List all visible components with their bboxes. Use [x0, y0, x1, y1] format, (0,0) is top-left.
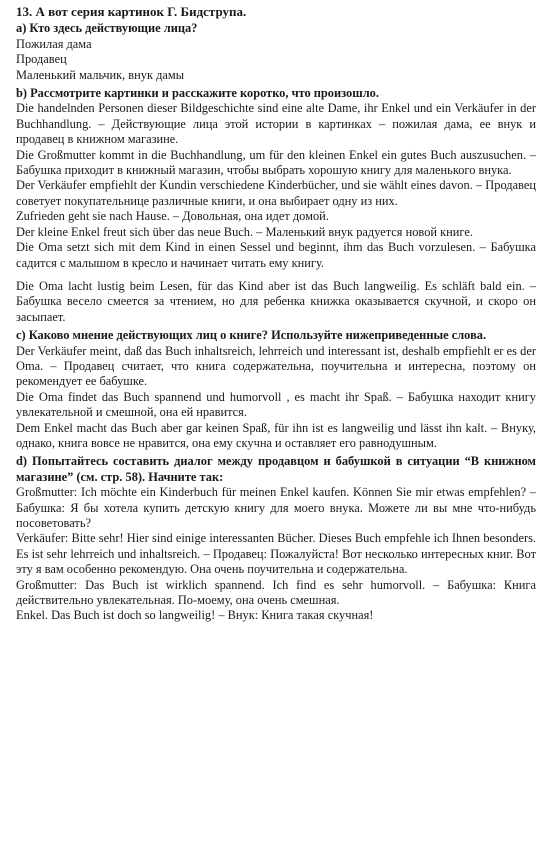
dialogue-line: Verkäufer: Bitte sehr! Hier sind einige interessanten Bücher. Dieses Buch empfehle ich Ihnen besonders. Es ist sehr lehrreich und inhaltsreich. – Продавец: Пожалуйста! Вот несколько интересных книг. Вот эту я вам особенно рекомендую. Она очень поучительна и содержательна. — [16, 531, 536, 577]
section-b — [16, 86, 536, 325]
paragraph: Der Verkäufer meint, daß das Buch inhaltsreich, lehrreich und interessant ist, deshalb empfiehlt er es der Oma. – Продавец считает, что книга содержательна, поучительна и интересна, поэтому он рекомендует ее бабушке. — [16, 343, 536, 389]
answer-item: Продавец — [16, 52, 67, 67]
paragraph: Die Oma findet das Buch spannend und humorvoll , es macht ihr Spaß. – Бабушка находит книгу увлекательной и смешной, она ей нравится. — [16, 389, 536, 420]
section-a-question: a) Кто здесь действующие лица? — [16, 21, 198, 36]
paragraph: Die Oma setzt sich mit dem Kind in einen Sessel und beginnt, ihm das Buch vorzulesen. – Бабушка садится с малышом в кресло и начинает читать ему книгу. — [16, 240, 536, 270]
section-b-question: b) Рассмотрите картинки и расскажите коротко, что произошло. — [16, 86, 379, 101]
paragraph: Die handelnden Personen dieser Bildgeschichte sind eine alte Dame, ihr Enkel und ein Verkäufer in der Buchhandlung. – Действующие лица этой истории в картинках – пожилая дама, ее внук и продавец в книжном магазине. — [16, 101, 536, 147]
paragraph: Zufrieden geht sie nach Hause. – Довольная, она идет домой. — [16, 209, 329, 224]
paragraph: Dem Enkel macht das Buch aber gar keinen Spaß, für ihn ist es langweilig und lässt ihn kalt. – Внуку, однако, книга вовсе не нравится, она ему скучна и оставляет его равнодушным. — [16, 420, 536, 450]
exercise-heading: 13. А вот серия картинок Г. Бидструпа. — [16, 4, 247, 19]
section-c-question: c) Каково мнение действующих лиц о книге? Используйте нижеприведенные слова. — [16, 328, 487, 343]
paragraph: Die Oma lacht lustig beim Lesen, für das Kind aber ist das Buch langweilig. Es schläft bald ein. – Бабушка весело смеется за чтением, но для ребенка книжка оказывается скучной, и скоро он засыпает. — [16, 278, 536, 324]
section-d-question: d) Попытайтесь составить диалог между продавцом и бабушкой в ситуации “В книжном магазине” (см. стр. 58). Начните так: — [16, 454, 536, 484]
dialogue-line: Großmutter: Das Buch ist wirklich spannend. Ich find es sehr humorvoll. – Бабушка: Книга действительно увлекательная. По-моему, она очень смешная. — [16, 577, 536, 608]
paragraph: Die Großmutter kommt in die Buchhandlung, um für den kleinen Enkel ein gutes Buch auszusuchen. – Бабушка приходит в книжный магазин, чтобы выбрать хорошую книгу для маленького внука. — [16, 147, 536, 178]
paragraph: Der kleine Enkel freut sich über das neue Buch. – Маленький внук радуется новой книге. — [16, 224, 473, 239]
answer-item: Маленький мальчик, внук дамы — [16, 67, 185, 82]
section-c — [16, 328, 536, 451]
dialogue-line: Großmutter: Ich möchte ein Kinderbuch für meinen Enkel kaufen. Können Sie mir etwas empfehlen? – Бабушка: Я бы хотела купить детскую книгу для моего внука. Можете ли вы мне что-нибудь посоветовать? — [16, 485, 536, 530]
section-d — [16, 454, 536, 623]
paragraph: Der Verkäufer empfiehlt der Kundin verschiedene Kinderbücher, und sie wählt eines davon. – Продавец советует покупательнице различные книги, и она выбирает одну из них. — [16, 178, 536, 208]
answer-item: Пожилая дама — [16, 36, 92, 51]
section-a — [16, 21, 536, 83]
dialogue-line: Enkel. Das Buch ist doch so langweilig! – Внук: Книга такая скучная! — [16, 608, 374, 623]
